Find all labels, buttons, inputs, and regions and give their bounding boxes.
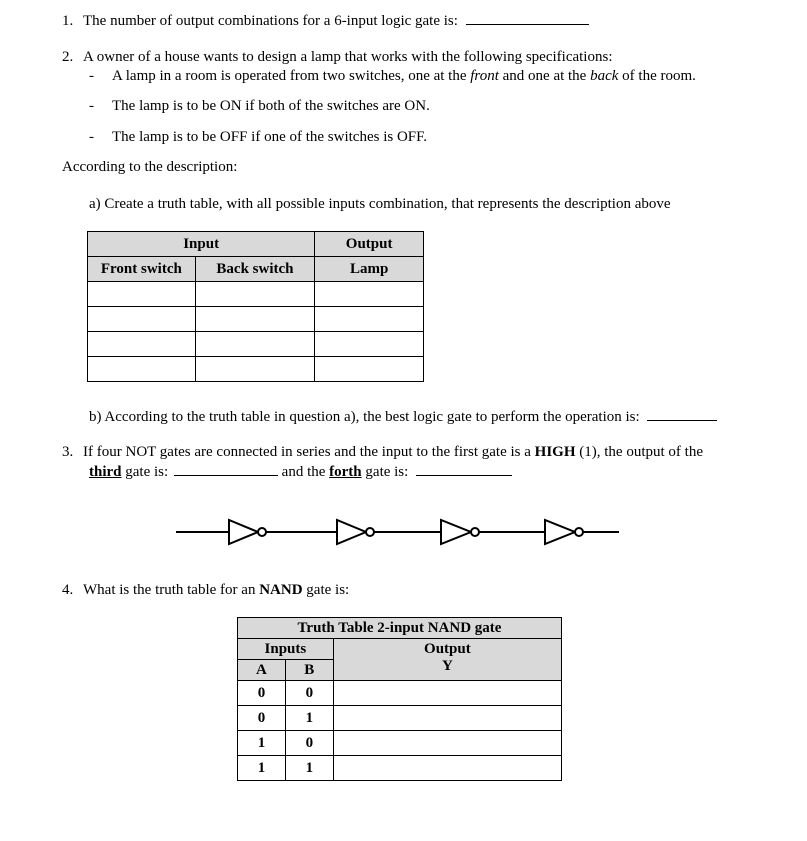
table-row	[88, 357, 424, 382]
table-row	[88, 332, 424, 357]
table-row	[238, 756, 562, 781]
q4-number: 4.	[62, 582, 74, 598]
q3-text-1: If four NOT gates are connected in series and the input to the first gate is a HIGH (1), the output of the	[83, 444, 703, 460]
q4-text: What is the truth table for an NAND gate is:	[83, 582, 350, 598]
q3-line-2: third gate is: and the forth gate is:	[89, 462, 512, 481]
b-value: 1	[285, 706, 333, 731]
a-value: 0	[238, 681, 286, 706]
q2-spec-2	[89, 97, 430, 115]
a-value: 1	[238, 731, 286, 756]
not-gate-icon	[337, 520, 374, 544]
lamp-header: Lamp	[315, 257, 424, 282]
q2-spec-1	[89, 67, 696, 85]
table-row	[238, 681, 562, 706]
q3-line-1	[62, 443, 703, 461]
not-gate-icon	[441, 520, 479, 544]
b-header: B	[285, 660, 333, 681]
table-cell[interactable]	[88, 332, 196, 357]
inputs-header: Inputs	[238, 639, 334, 660]
table-row	[238, 731, 562, 756]
table-cell[interactable]	[315, 332, 424, 357]
table-cell[interactable]	[195, 282, 315, 307]
q2-part-a: a) Create a truth table, with all possible inputs combination, that represents the description above	[89, 196, 671, 212]
output-header: Output	[315, 232, 424, 257]
a-value: 1	[238, 756, 286, 781]
table-cell[interactable]	[88, 307, 196, 332]
lamp-truth-table	[87, 231, 424, 382]
y-answer-cell[interactable]	[333, 706, 561, 731]
table-cell[interactable]	[195, 332, 315, 357]
q2-part-b-blank[interactable]	[647, 407, 717, 421]
bullet-dash: -	[89, 68, 94, 84]
table-cell[interactable]	[88, 282, 196, 307]
q2-intro: A owner of a house wants to design a lamp that works with the following specifications:	[83, 49, 613, 65]
b-value: 0	[285, 731, 333, 756]
a-header: A	[238, 660, 286, 681]
q2-part-b: b) According to the truth table in question a), the best logic gate to perform the operation is:	[89, 409, 640, 425]
table-cell[interactable]	[315, 282, 424, 307]
q3-number: 3.	[62, 444, 74, 460]
bullet-dash: -	[89, 98, 94, 114]
nand-table-title: Truth Table 2-input NAND gate	[238, 618, 562, 639]
table-row	[88, 282, 424, 307]
q2-according: According to the description:	[62, 159, 238, 175]
nand-word: NAND	[259, 582, 303, 598]
output-y-header: Output Y	[333, 639, 561, 681]
table-row	[238, 706, 562, 731]
q1-number: 1.	[62, 13, 74, 29]
table-cell[interactable]	[195, 307, 315, 332]
high-word: HIGH	[534, 444, 576, 460]
table-cell[interactable]	[315, 357, 424, 382]
not-gate-icon	[229, 520, 266, 544]
q2-number: 2.	[62, 49, 74, 65]
input-header: Input	[88, 232, 315, 257]
b-value: 1	[285, 756, 333, 781]
front-switch-header: Front switch	[88, 257, 196, 282]
table-cell[interactable]	[88, 357, 196, 382]
q2-spec-2-text: The lamp is to be ON if both of the switches are ON.	[112, 98, 430, 114]
q4-line	[62, 581, 349, 599]
y-answer-cell[interactable]	[333, 756, 561, 781]
y-answer-cell[interactable]	[333, 731, 561, 756]
table-row	[88, 307, 424, 332]
table-cell[interactable]	[315, 307, 424, 332]
bullet-dash: -	[89, 129, 94, 145]
back-word: back	[590, 68, 619, 84]
a-value: 0	[238, 706, 286, 731]
q2-part-b-line	[89, 407, 717, 426]
b-value: 0	[285, 681, 333, 706]
q2-intro-line	[62, 48, 612, 66]
not-gate-icon	[545, 520, 583, 544]
q1-answer-blank[interactable]	[466, 11, 589, 25]
y-answer-cell[interactable]	[333, 681, 561, 706]
third-gate-blank[interactable]	[174, 462, 278, 476]
back-switch-header: Back switch	[195, 257, 315, 282]
not-gate-chain	[0, 505, 807, 555]
q2-spec-1-text: A lamp in a room is operated from two switches, one at the front and one at the back of the room.	[112, 68, 696, 84]
third-word: third	[89, 464, 122, 480]
table-cell[interactable]	[195, 357, 315, 382]
front-word: front	[470, 68, 499, 84]
nand-truth-table	[237, 617, 562, 781]
q2-spec-3	[89, 128, 428, 146]
q1-text: The number of output combinations for a 6-input logic gate is:	[83, 13, 458, 29]
q1-line	[62, 11, 589, 30]
forth-gate-blank[interactable]	[416, 462, 512, 476]
q2-spec-3-text: The lamp is to be OFF if one of the switches is OFF.	[112, 129, 428, 145]
forth-word: forth	[329, 464, 362, 480]
